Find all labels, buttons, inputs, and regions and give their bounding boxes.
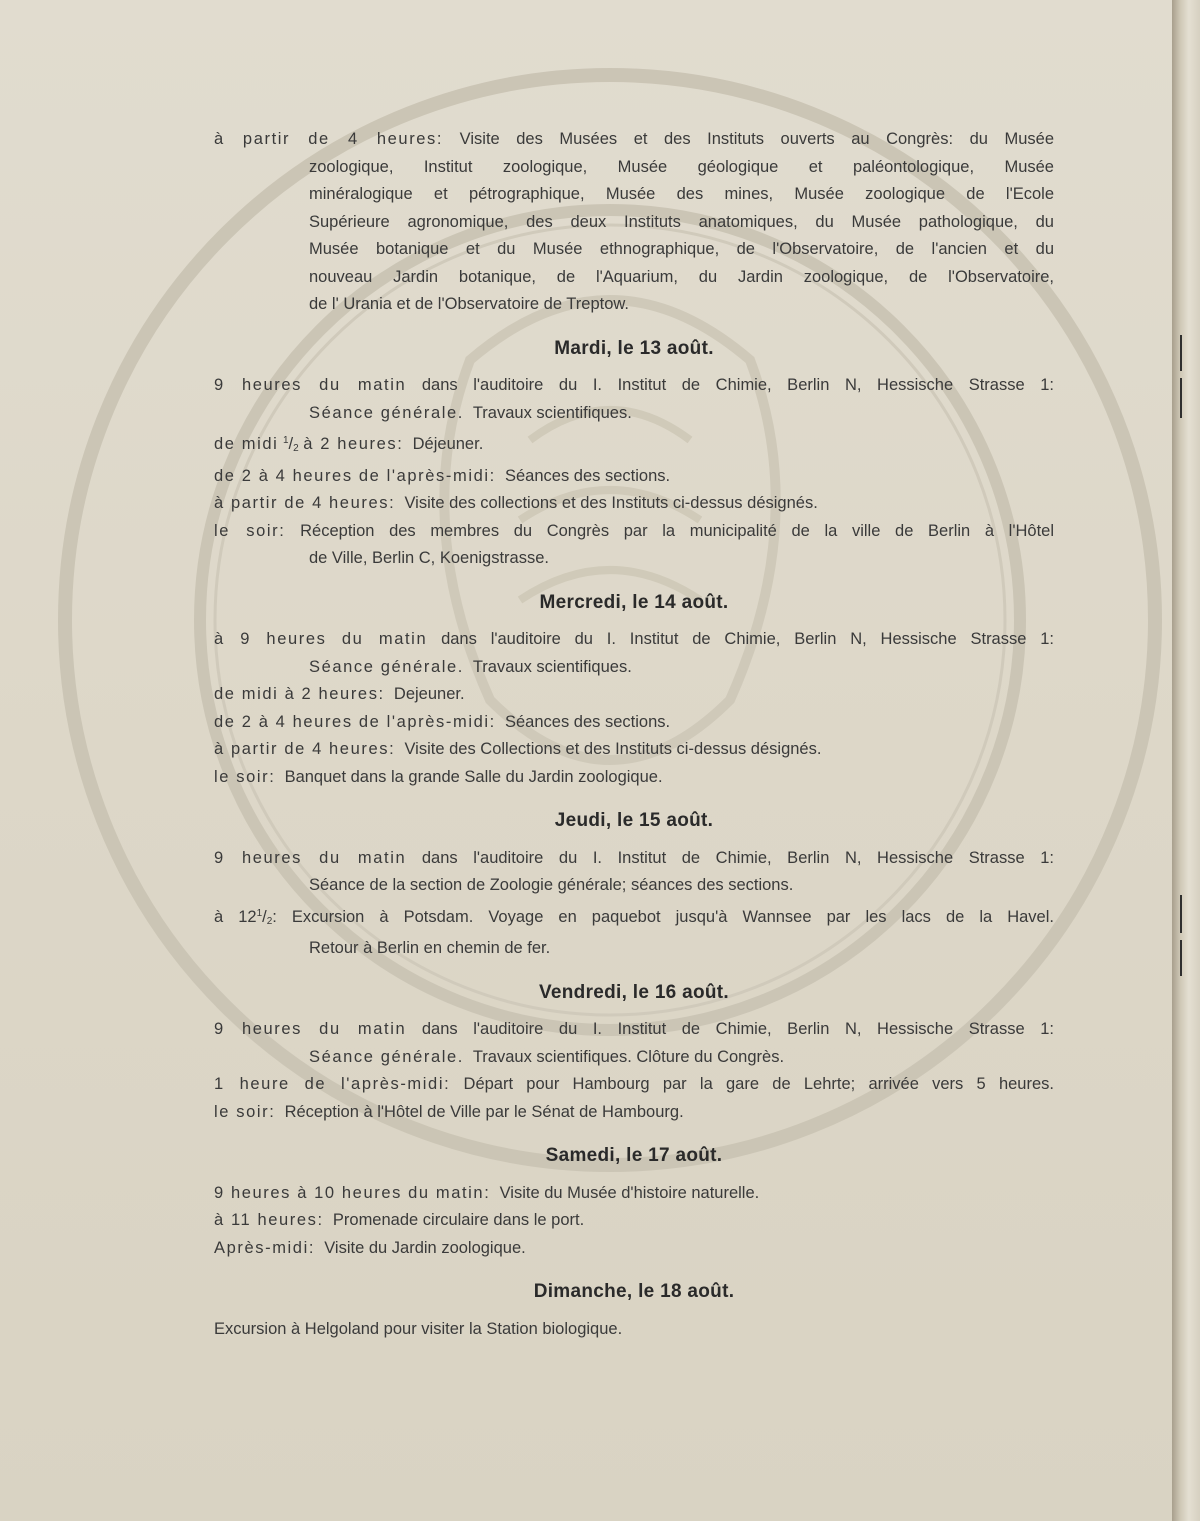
- day-heading-sunday: Dimanche, le 18 août.: [533, 1281, 735, 1302]
- time-label-colon: :: [272, 907, 277, 926]
- time-label: 9 heures du matin: [214, 376, 407, 394]
- day-heading-saturday: Samedi, le 17 août.: [545, 1145, 723, 1166]
- event-text: Séances des sections.: [505, 712, 671, 731]
- fraction-numerator: 1: [282, 435, 289, 446]
- time-label: le soir:: [214, 1102, 276, 1121]
- schedule-row: [214, 1180, 1054, 1208]
- schedule-row-continued: [309, 400, 1054, 428]
- schedule-row: [214, 490, 1054, 518]
- event-text: Réception à l'Hôtel de Ville par le Sénat de Hambourg.: [284, 1102, 684, 1121]
- schedule-row: de midi $^1/_2$ à 2 heures: Déjeuner.: [214, 435, 484, 454]
- intro-line: Musée botanique et du Musée ethnographique, de l'Observatoire, de l'ancien et du: [309, 240, 1054, 258]
- event-text: Séance générale.: [309, 403, 464, 422]
- schedule-row: [214, 900, 1054, 936]
- time-label-text: à 12: [214, 907, 257, 926]
- event-text: Visite des collections et des Instituts ci-dessus désignés.: [404, 494, 818, 512]
- time-label: à 2 heures:: [303, 435, 404, 453]
- intro-line: [214, 126, 1054, 154]
- schedule-row: [214, 1016, 1054, 1044]
- schedule-row: [214, 681, 1054, 709]
- time-label: le soir:: [214, 521, 286, 540]
- schedule-row: [214, 1099, 1054, 1127]
- intro-line: de l' Urania et de l'Observatoire de Treptow.: [309, 295, 629, 313]
- time-label: 9 heures du matin: [214, 1020, 407, 1038]
- fraction-numerator: 1: [256, 907, 263, 919]
- day-heading-tuesday: Mardi, le 13 août.: [554, 337, 714, 359]
- schedule-row: [214, 709, 1054, 737]
- time-label: de 2 à 4 heures de l'après-midi:: [214, 712, 496, 731]
- edge-mark: [1180, 895, 1182, 933]
- time-label: à partir de 4 heures:: [214, 740, 396, 758]
- intro-line: minéralogique et pétrographique, Musée des mines, Musée zoologique de l'Ecole: [309, 185, 1054, 203]
- intro-line: Supérieure agronomique, des deux Instituts anatomiques, du Musée pathologique, du: [309, 212, 1054, 231]
- event-text: Réception des membres du Congrès par la municipalité de la ville de Berlin à l'Hôtel: [300, 521, 1055, 540]
- schedule-row-continued: de Ville, Berlin C, Koenigstrasse.: [309, 549, 549, 567]
- day-heading-thursday: Jeudi, le 15 août.: [554, 810, 714, 831]
- event-text: dans l'auditoire du I. Institut de Chimie, Berlin N, Hessische Strasse 1:: [441, 630, 1055, 648]
- schedule-row-continued: Retour à Berlin en chemin de fer.: [309, 939, 551, 957]
- intro-label: à partir de 4 heures:: [214, 130, 444, 148]
- schedule-row-continued: [309, 654, 1054, 682]
- event-text: Dejeuner.: [393, 685, 465, 703]
- time-label: de 2 à 4 heures de l'après-midi:: [214, 466, 496, 485]
- event-text: Déjeuner.: [412, 435, 484, 453]
- event-text: Promenade circulaire dans le port.: [332, 1211, 585, 1229]
- time-label: à 9 heures du matin: [214, 630, 428, 648]
- time-label: à $12^1/_2$:: [214, 907, 277, 927]
- event-text: dans l'auditoire du I. Institut de Chimie, Berlin N, Hessische Strasse 1:: [421, 848, 1054, 867]
- schedule-row: Excursion à Helgoland pour visiter la Station biologique.: [214, 1319, 623, 1338]
- event-text: Visite du Jardin zoologique.: [324, 1238, 526, 1257]
- event-text: dans l'auditoire du I. Institut de Chimie, Berlin N, Hessische Strasse 1:: [421, 1020, 1054, 1038]
- day-heading-wednesday: Mercredi, le 14 août.: [539, 591, 729, 613]
- event-text: Travaux scientifiques.: [472, 657, 632, 676]
- edge-mark: [1180, 378, 1182, 418]
- event-text: Visite des Collections et des Instituts ci-dessus désignés.: [404, 740, 822, 758]
- event-text: Travaux scientifiques. Clôture du Congrès.: [472, 1047, 785, 1066]
- intro-first: Visite des Musées et des Instituts ouverts au Congrès: du Musée: [459, 130, 1054, 148]
- edge-mark: [1180, 335, 1182, 371]
- page-edge: [1172, 0, 1200, 1521]
- time-label: à partir de 4 heures:: [214, 494, 396, 512]
- time-label: de midi à 2 heures:: [214, 685, 385, 703]
- schedule-row: [214, 1071, 1054, 1099]
- intro-line: nouveau Jardin botanique, de l'Aquarium, du Jardin zoologique, de l'Observatoire,: [309, 267, 1054, 286]
- event-text: Excursion à Potsdam. Voyage en paquebot jusqu'à Wannsee par les lacs de la Havel.: [291, 907, 1054, 926]
- schedule-row: [214, 372, 1054, 400]
- intro-line: zoologique, Institut zoologique, Musée géologique et paléontologique, Musée: [309, 157, 1054, 176]
- fraction-denominator: 2: [266, 915, 273, 927]
- schedule: [214, 126, 1054, 1343]
- schedule-row: [214, 736, 1054, 764]
- schedule-row: [214, 1207, 1054, 1235]
- event-text: Banquet dans la grande Salle du Jardin zoologique.: [284, 767, 663, 786]
- event-text: Séance générale.: [309, 1047, 464, 1066]
- day-heading-friday: Vendredi, le 16 août.: [538, 981, 730, 1003]
- fraction-denominator: 2: [293, 443, 299, 454]
- time-label: le soir:: [214, 767, 276, 786]
- schedule-row: [214, 463, 1054, 491]
- schedule-row: [214, 1235, 1054, 1263]
- schedule-row: [214, 845, 1054, 873]
- schedule-row: [214, 518, 1054, 546]
- event-text: Départ pour Hambourg par la gare de Lehrte; arrivée vers 5 heures.: [463, 1075, 1054, 1093]
- time-label: de midi: [214, 435, 279, 453]
- event-text: dans l'auditoire du I. Institut de Chimie, Berlin N, Hessische Strasse 1:: [421, 376, 1054, 394]
- time-label: Après-midi:: [214, 1238, 316, 1257]
- event-text: Séances des sections.: [505, 466, 671, 485]
- event-text: Travaux scientifiques.: [472, 403, 632, 422]
- time-label: 9 heures du matin: [214, 848, 407, 867]
- time-label: 9 heures à 10 heures du matin:: [214, 1183, 491, 1202]
- event-text: Séance générale.: [309, 657, 464, 676]
- edge-mark: [1180, 940, 1182, 976]
- schedule-row-continued: Séance de la section de Zoologie générale; séances des sections.: [309, 876, 794, 894]
- time-label: à 11 heures:: [214, 1211, 324, 1229]
- event-text: Visite du Musée d'histoire naturelle.: [499, 1183, 760, 1202]
- schedule-row: [214, 764, 1054, 792]
- time-label: 1 heure de l'après-midi:: [214, 1075, 451, 1093]
- schedule-row-continued: [309, 1044, 1054, 1072]
- schedule-row: [214, 626, 1054, 654]
